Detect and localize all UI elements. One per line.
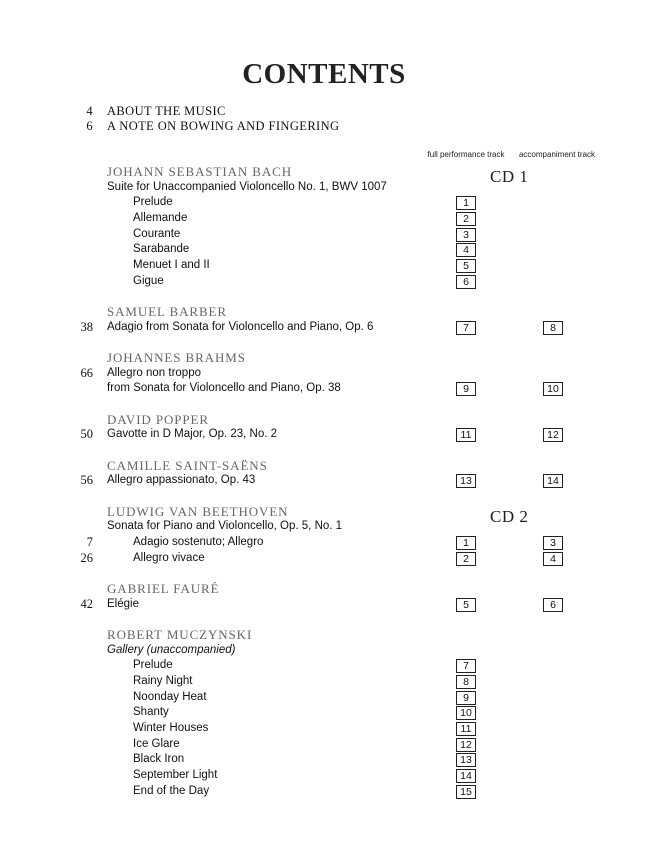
full-performance-track-number: 9: [456, 691, 476, 705]
entry-title: from Sonata for Violoncello and Piano, Op. 38: [107, 382, 341, 395]
entry-title: Ice Glare: [133, 737, 180, 750]
full-performance-track-number: 1: [456, 536, 476, 550]
composer-section: [0, 458, 648, 489]
entry-title: Prelude: [133, 659, 173, 672]
composer-name: LUDWIG VAN BEETHOVEN: [107, 503, 289, 519]
page-number: 4: [86, 104, 93, 118]
entry-title: Winter Houses: [133, 722, 209, 735]
list-item: [0, 180, 648, 196]
list-item: [0, 721, 648, 737]
full-performance-track-number: 8: [456, 675, 476, 689]
composer-name: DAVID POPPER: [107, 411, 209, 427]
entry-title: Gallery (unaccompanied): [107, 643, 236, 656]
full-performance-track-number: 9: [456, 382, 476, 396]
list-item[interactable]: [0, 551, 648, 567]
entry-title: Adagio from Sonata for Violoncello and Piano, Op. 6: [107, 320, 374, 333]
entry-title: Noonday Heat: [133, 690, 207, 703]
entry-title: Sarabande: [133, 243, 190, 256]
entry-title: Allemande: [133, 212, 188, 225]
entry-title: End of the Day: [133, 784, 210, 797]
entry-title: Elégie: [107, 597, 139, 610]
list-item: [0, 690, 648, 706]
entry-title: Allegro appassionato, Op. 43: [107, 474, 256, 487]
contents-list: [0, 164, 648, 800]
full-performance-track-number: 2: [456, 552, 476, 566]
entry-title: Gigue: [133, 274, 164, 287]
full-performance-track-number: 1: [456, 196, 476, 210]
page-number: 38: [80, 319, 93, 334]
full-performance-track-number: 11: [456, 722, 476, 736]
list-item: [0, 658, 648, 674]
list-item[interactable]: [0, 535, 648, 551]
full-performance-track-number: 6: [456, 275, 476, 289]
list-item: [0, 674, 648, 690]
full-performance-track-number: 13: [456, 474, 476, 488]
entry-title: Suite for Unaccompanied Violoncello No. 1, BWV 1007: [107, 180, 387, 193]
page-title: CONTENTS: [242, 58, 406, 90]
composer-line: [0, 503, 648, 526]
list-item: [0, 784, 648, 800]
full-performance-track-number: 2: [456, 212, 476, 226]
composer-section: [0, 164, 648, 290]
entry-title: Black Iron: [133, 753, 185, 766]
accompaniment-track-number: 14: [543, 474, 563, 488]
list-item[interactable]: [0, 427, 648, 443]
entry-title: Rainy Night: [133, 675, 193, 688]
list-item: [0, 519, 648, 535]
list-item[interactable]: [0, 320, 648, 336]
composer-line: [0, 627, 648, 643]
full-performance-track-number: 5: [456, 598, 476, 612]
page-number: 50: [80, 427, 93, 442]
cd-label: CD 1: [490, 167, 529, 186]
page-number: 42: [80, 596, 93, 611]
entry-title: A NOTE ON BOWING AND FINGERING: [107, 119, 340, 133]
entry-title: Allegro non troppo: [107, 366, 201, 379]
list-item: [0, 752, 648, 768]
full-performance-track-number: 7: [456, 321, 476, 335]
page-number: 56: [80, 473, 93, 488]
list-item: [0, 737, 648, 753]
list-item: [0, 242, 648, 258]
composer-name: JOHANN SEBASTIAN BACH: [107, 164, 293, 179]
composer-line: [0, 350, 648, 366]
full-performance-track-number: 15: [456, 785, 476, 799]
entry-title: Shanty: [133, 706, 169, 719]
entry-title: Prelude: [133, 196, 173, 209]
list-item[interactable]: [0, 473, 648, 489]
entry-title: Menuet I and II: [133, 259, 210, 272]
composer-section: [0, 627, 648, 800]
accompaniment-track-number: 6: [543, 598, 563, 612]
list-item: [0, 768, 648, 784]
page-number: 6: [86, 119, 93, 133]
list-item: [0, 211, 648, 227]
full-performance-track-number: 11: [456, 428, 476, 442]
accompaniment-track-header: accompaniment track: [518, 150, 596, 159]
composer-name: GABRIEL FAURÉ: [107, 581, 220, 596]
cd-label: CD 2: [490, 506, 529, 526]
full-performance-track-number: 12: [456, 738, 476, 752]
entry-title: Gavotte in D Major, Op. 23, No. 2: [107, 428, 278, 441]
composer-section: [0, 504, 648, 567]
composer-section: [0, 581, 648, 612]
page-number: 7: [86, 535, 93, 550]
page-number: 26: [80, 550, 93, 565]
list-item: [0, 274, 648, 290]
full-performance-track-number: 13: [456, 753, 476, 767]
page-number: 66: [80, 365, 93, 380]
accompaniment-track-number: 10: [543, 382, 563, 396]
accompaniment-track-number: 8: [543, 321, 563, 335]
composer-name: JOHANNES BRAHMS: [107, 350, 246, 366]
composer-section: [0, 350, 648, 397]
list-item: [0, 227, 648, 243]
entry-title: ABOUT THE MUSIC: [107, 104, 226, 118]
list-item[interactable]: [0, 366, 648, 382]
full-performance-track-number: 5: [456, 259, 476, 273]
composer-name: CAMILLE SAINT-SAËNS: [107, 457, 268, 473]
composer-line: [0, 412, 648, 428]
entry-title: Sonata for Piano and Violoncello, Op. 5, No. 1: [107, 520, 343, 533]
entry-title: Allegro vivace: [133, 551, 205, 564]
composer-section: [0, 412, 648, 443]
entry-title: September Light: [133, 769, 218, 782]
composer-line: [0, 581, 648, 597]
list-item[interactable]: [0, 597, 648, 613]
composer-line: [0, 458, 648, 474]
list-item: [0, 195, 648, 211]
list-item: [0, 705, 648, 721]
list-item: [0, 258, 648, 274]
list-item: [0, 643, 648, 659]
list-item: [0, 381, 648, 397]
composer-name: SAMUEL BARBER: [107, 304, 227, 320]
accompaniment-track-number: 4: [543, 552, 563, 566]
intro-entry[interactable]: [0, 104, 648, 120]
entry-title: Adagio sostenuto; Allegro: [133, 536, 264, 549]
full-performance-track-number: 10: [456, 706, 476, 720]
full-performance-track-number: 4: [456, 243, 476, 257]
full-performance-track-header: full performance track: [427, 150, 505, 159]
composer-section: [0, 304, 648, 335]
full-performance-track-number: 7: [456, 659, 476, 673]
intro-entry[interactable]: [0, 119, 648, 135]
accompaniment-track-number: 3: [543, 536, 563, 550]
composer-name: ROBERT MUCZYNSKI: [107, 626, 253, 642]
accompaniment-track-number: 12: [543, 428, 563, 442]
composer-line: [0, 164, 648, 186]
composer-line: [0, 304, 648, 320]
entry-title: Courante: [133, 227, 181, 240]
full-performance-track-number: 3: [456, 228, 476, 242]
full-performance-track-number: 14: [456, 769, 476, 783]
